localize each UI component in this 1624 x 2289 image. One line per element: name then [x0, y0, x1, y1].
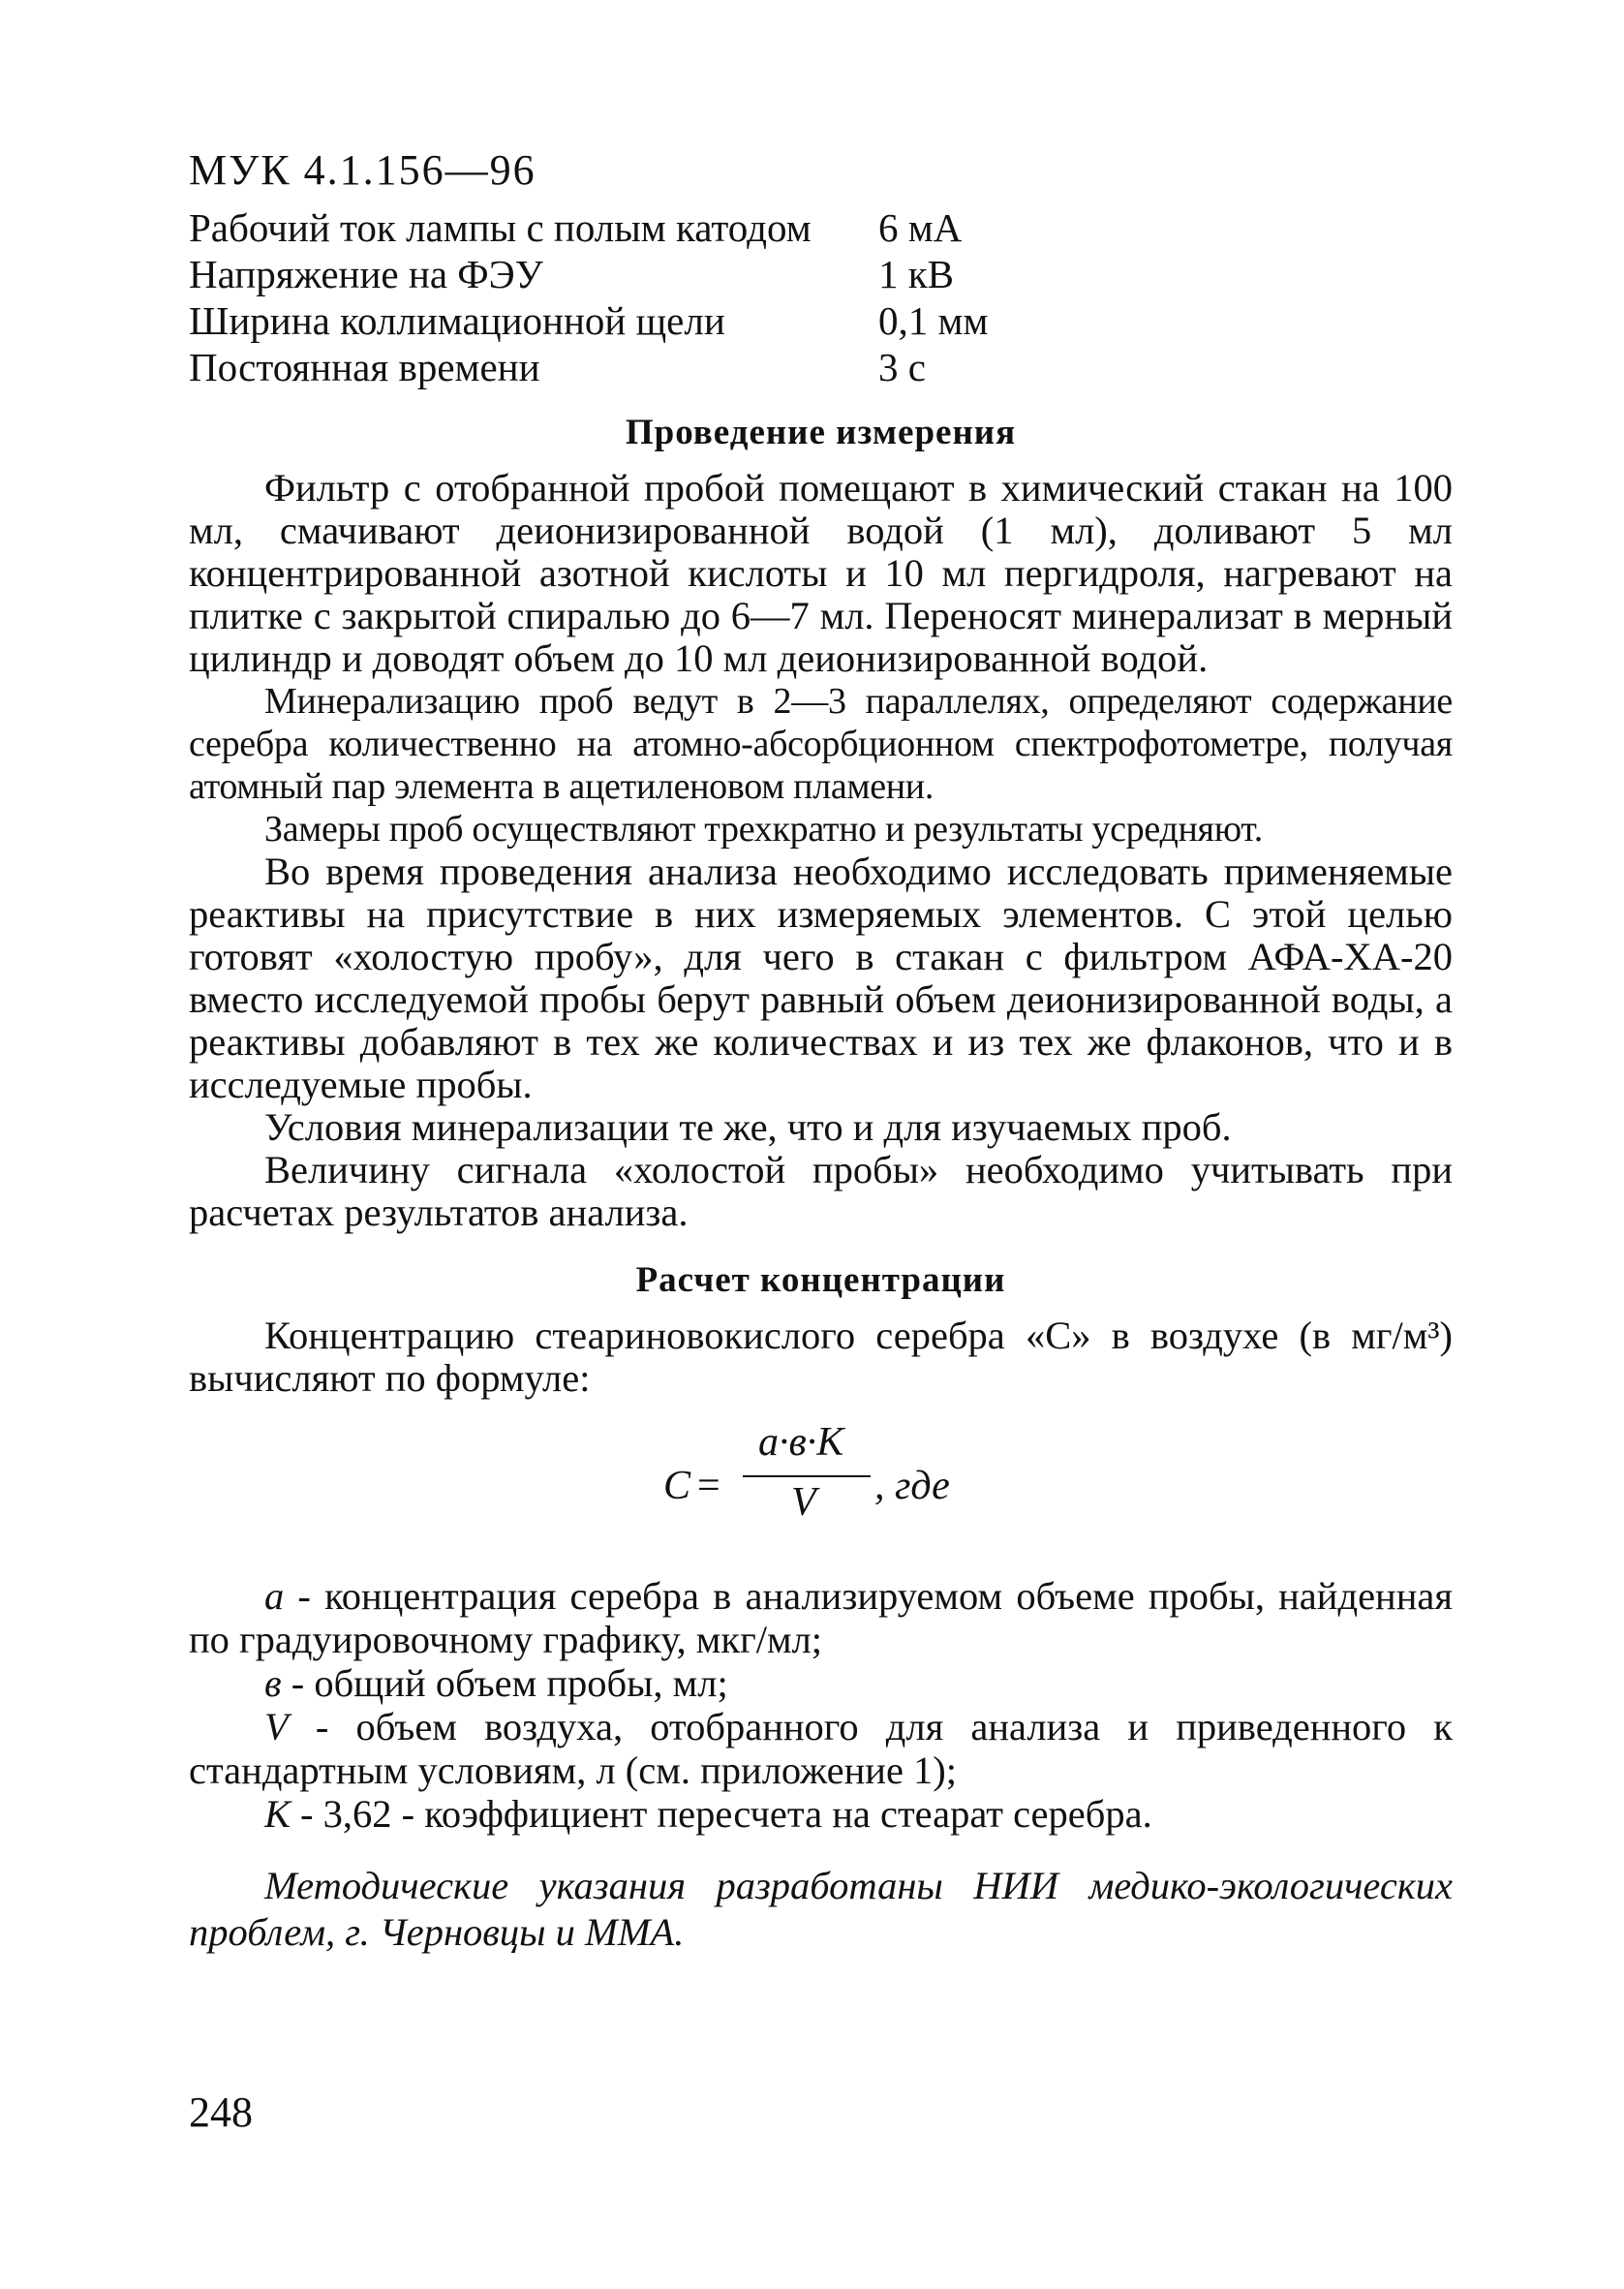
parameter-row [189, 204, 988, 251]
parameter-name: Рабочий ток лампы с полым катодом [189, 205, 812, 250]
concentration-formula [189, 1419, 1453, 1545]
definition-symbol: в [264, 1661, 282, 1705]
definition-volume [189, 1705, 1453, 1792]
parameter-value: 0,1 мм [878, 298, 989, 343]
definition-symbol: а [264, 1574, 285, 1618]
paragraph: Во время проведения анализа необходимо исследовать применяемые реактивы на присутствие в них измеряемых элементов. С этой целью готовят «холостую пробу», для чего в стакан с фильтром АФА-ХА-20 вместо исследуемой пробы берут равный объем деионизированной воды, а реактивы добавляют в тех же количествах и из тех же флаконов, что и в исследуемые пробы. [189, 850, 1453, 1106]
definition-symbol: К [264, 1792, 291, 1836]
section-heading-measurement: Проведение измерения [625, 413, 1017, 452]
parameter-value: 6 мА [878, 205, 963, 250]
formula-suffix: , где [874, 1464, 950, 1508]
definition-text: - концентрация серебра в анализируемом объеме пробы, найденная по градуировочному графику, мкг/мл; [189, 1574, 1453, 1661]
formula-equals: = [697, 1464, 720, 1508]
parameter-row [189, 297, 988, 344]
paragraph: Фильтр с отобранной пробой помещают в химический стакан на 100 мл, смачивают деионизированной водой (1 мл), доливают 5 мл концентрированной азотной кислоты и 10 мл пергидроля, нагревают на плитке с закрытой спиралью до 6—7 мл. Переносят минерализат в мерный цилиндр и доводят объем до 10 мл деионизированной водой. [189, 466, 1453, 680]
page-number: 248 [189, 2088, 253, 2136]
parameter-value: 3 с [878, 345, 926, 389]
paragraph: Замеры проб осуществляют трехкратно и результаты усредняют. [264, 809, 1263, 850]
paragraph: Минерализацию проб ведут в 2—3 параллелях, определяют содержание серебра количественно на атомно-абсорбционном спектрофотометре, получая атомный пар элемента в ацетиленовом пламени. [189, 681, 1453, 807]
parameter-name: Ширина коллимационной щели [189, 298, 725, 343]
formula-lhs: C [663, 1464, 691, 1508]
paragraph: Условия минерализации те же, что и для изучаемых проб. [264, 1105, 1232, 1149]
authorship-note: Методические указания разработаны НИИ медико-экологических проблем, г. Черновцы и ММА. [189, 1864, 1453, 1954]
parameter-value: 1 кВ [878, 252, 955, 296]
definition-a [189, 1574, 1453, 1661]
definition-text: - 3,62 - коэффициент пересчета на стеарат серебра. [290, 1792, 1152, 1836]
parameter-row [189, 344, 988, 390]
paragraph: Величину сигнала «холостой пробы» необходимо учитывать при расчетах результатов анализа. [189, 1148, 1453, 1234]
document-page [189, 145, 1453, 1956]
definition-text: - объем воздуха, отобранного для анализа и приведенного к стандартным условиям, л (см. приложение 1); [189, 1705, 1453, 1792]
formula-intro: Концентрацию стеариновокислого серебра «С» в воздухе (в мг/м³) вычисляют по формуле: [189, 1314, 1453, 1400]
definition-v [189, 1661, 1453, 1705]
definition-k [189, 1792, 1453, 1836]
parameter-name: Постоянная времени [189, 345, 540, 389]
parameter-name: Напряжение на ФЭУ [189, 252, 543, 296]
definition-symbol: V [264, 1705, 289, 1748]
parameters-table [189, 204, 988, 390]
definition-text: - общий объем пробы, мл; [281, 1661, 728, 1705]
fraction-bar [743, 1475, 871, 1477]
parameter-row [189, 251, 988, 297]
formula-denominator: V [791, 1480, 816, 1525]
section-heading-calculation: Расчет концентрации [635, 1260, 1006, 1300]
formula-numerator: a·в·K [758, 1420, 844, 1465]
document-code: МУК 4.1.156—96 [189, 146, 536, 194]
